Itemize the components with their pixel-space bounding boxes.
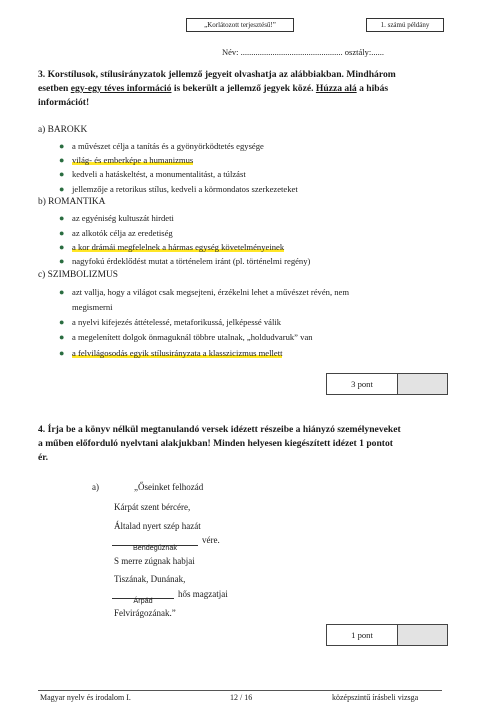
list-item: ● az egyéniség kultuszát hirdeti <box>59 213 174 223</box>
footer-left: Magyar nyelv és irodalom I. <box>40 693 131 702</box>
list-item: ● nagyfokú érdeklődést mutat a történelem iránt (pl. történelmi regény) <box>59 256 311 266</box>
points-label: 1 pont <box>327 625 398 645</box>
poem-line: Tiszának, Dunának, <box>114 574 186 584</box>
answer-blank-1[interactable] <box>112 531 198 552</box>
bullet-icon: ● <box>59 228 65 238</box>
section-title-romantika: b) ROMANTIKA <box>38 197 106 207</box>
list-item: ● a megelenített dolgok önmaguknál többre utalnak, „holdudvaruk” van <box>59 332 313 342</box>
page-number: 12 / 16 <box>230 693 253 702</box>
score-field[interactable] <box>398 374 447 394</box>
poem-line: vére. <box>202 535 220 545</box>
bullet-icon: ● <box>59 169 65 179</box>
section-title-barokk: a) BAROKK <box>38 125 88 135</box>
q4-line-2: a műben előforduló nyelvtani alakjukban! Minden helyesen kiegészített idézet 1 pontot <box>38 438 393 449</box>
copy-number-box: 1. számú példány <box>366 18 444 32</box>
handwritten-answer: Árpád <box>133 596 153 605</box>
list-item: ● az alkotók célja az eredetiség <box>59 228 173 238</box>
bullet-icon: ● <box>59 287 65 297</box>
bullet-icon: ● <box>59 184 65 194</box>
footer-right: középszintű írásbeli vizsga <box>332 693 419 702</box>
list-item: ● jellemzője a retorikus stílus, kedveli a körmondatos szerkezeteket <box>59 184 298 194</box>
handwritten-answer: Bendegúznak <box>133 543 177 552</box>
list-item: ● a nyelvi kifejezés áttételessé, metaforikussá, jelképessé válik <box>59 317 282 327</box>
bullet-icon: ● <box>59 213 65 223</box>
bullet-icon: ● <box>59 317 65 327</box>
section-title-szimbolizmus: c) SZIMBOLIZMUS <box>38 270 118 280</box>
q3-instructions <box>38 68 458 110</box>
list-item-highlighted[interactable]: ● világ- és emberképe a humanizmus <box>59 155 194 165</box>
list-item: ● azt vallja, hogy a világot csak megsejteni, érzékelni lehet a művészet révén, nem <box>59 287 350 297</box>
q4-points-box[interactable] <box>326 624 448 646</box>
poem-line: „Őseinket felhozád <box>134 482 204 492</box>
poem-line: Általad nyert szép hazát <box>114 521 201 531</box>
list-item: ● kedveli a hatáskeltést, a monumentalitást, a túlzást <box>59 169 246 179</box>
poem-line: S merre zúgnak habjai <box>114 556 195 566</box>
q3-line-2: esetben egy-egy téves információ is bekerült a jellemző jegyek közé. Húzza alá a hibás <box>38 83 389 94</box>
poem-line: hős magzatjai <box>178 589 228 599</box>
bullet-icon: ● <box>59 348 65 358</box>
poem-label: a) <box>92 482 99 492</box>
points-label: 3 pont <box>327 374 398 394</box>
q4-line-1: 4. Írja be a könyv nélkül megtanulandó versek idézett részeibe a hiányzó személyneveket <box>38 424 401 435</box>
answer-blank-2[interactable] <box>112 584 174 605</box>
classification-box: „Korlátozott terjesztésű!” <box>186 18 294 32</box>
name-class-line[interactable]: Név: ................................................ osztály:...... <box>222 47 384 57</box>
q4-line-3: ér. <box>38 452 49 463</box>
list-item-continuation: megismerni <box>72 302 113 312</box>
footer-rule <box>38 690 442 691</box>
bullet-icon: ● <box>59 256 65 266</box>
q4-instructions <box>38 423 458 465</box>
list-item-highlighted[interactable]: ● a felvilágosodás egyik stílusirányzata a klasszicizmus mellett <box>59 348 283 358</box>
score-field[interactable] <box>398 625 447 645</box>
bullet-icon: ● <box>59 332 65 342</box>
poem-line: Felvirágozának.” <box>114 608 176 618</box>
poem-line: Kárpát szent bércére, <box>114 502 191 512</box>
q3-line-1: 3. Korstílusok, stílusirányzatok jellemző jegyeit olvashatja az alábbiakban. Mindhárom <box>38 69 396 80</box>
q3-points-box[interactable] <box>326 373 448 395</box>
bullet-icon: ● <box>59 242 65 252</box>
list-item: ● a művészet célja a tanítás és a gyönyörködtetés egysége <box>59 141 264 151</box>
q3-line-3: információt! <box>38 97 90 108</box>
list-item-highlighted[interactable]: ● a kor drámái megfelelnek a hármas egység követelményeinek <box>59 242 285 252</box>
bullet-icon: ● <box>59 155 65 165</box>
bullet-icon: ● <box>59 141 65 151</box>
